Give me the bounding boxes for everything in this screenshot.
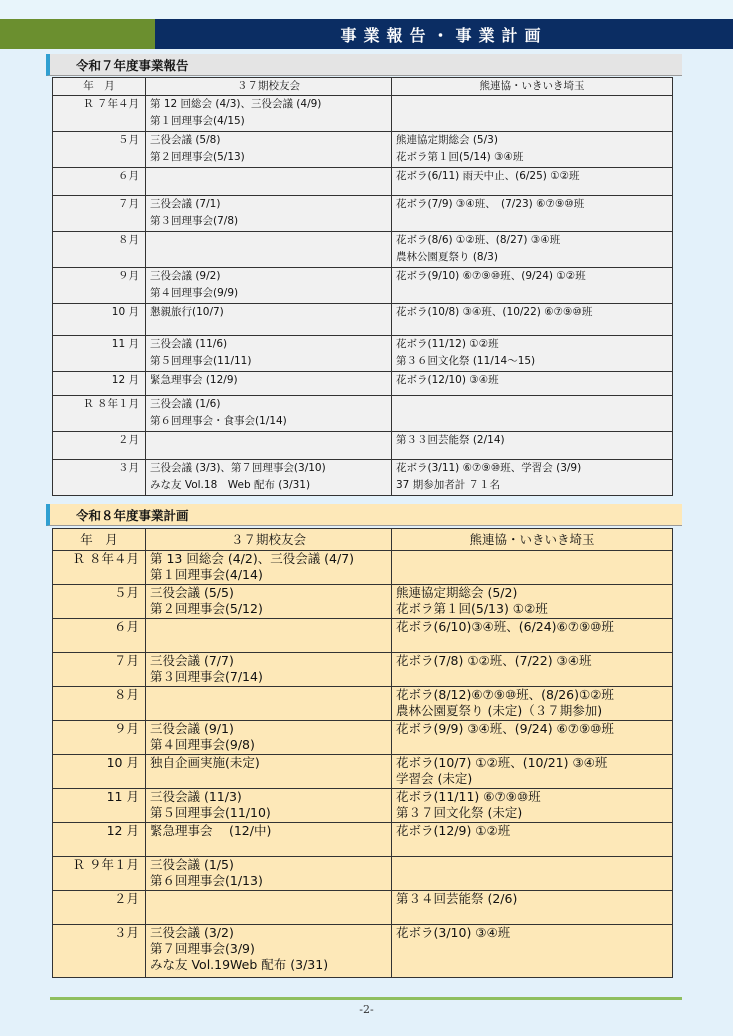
- plan-table: [52, 528, 673, 978]
- alumni-line: 第５回理事会(11/10): [150, 805, 271, 820]
- table-row: [53, 432, 673, 460]
- kumarenkyo-line: 花ボラ(7/8) ①②班、(7/22) ③④班: [396, 653, 592, 668]
- table-row: [53, 721, 673, 755]
- kumarenkyo-cell: [392, 755, 673, 789]
- kumarenkyo-line: 花ボラ(10/8) ③④班、(10/22) ⑥⑦⑨⑩班: [396, 306, 593, 318]
- kumarenkyo-cell: [392, 336, 673, 372]
- alumni-cell: [146, 336, 392, 372]
- alumni-line: 第７回理事会(3/9): [150, 941, 255, 956]
- alumni-line: 三役会議 (9/2): [150, 270, 221, 282]
- alumni-line: 第１回理事会(4/15): [150, 115, 245, 127]
- kumarenkyo-line: 花ボラ第１回(5/13) ①②班: [396, 601, 548, 616]
- col-header-kumarenkyo: 熊連協・いきいき埼玉: [392, 78, 673, 96]
- kumarenkyo-cell: [392, 687, 673, 721]
- kumarenkyo-cell: [392, 168, 673, 196]
- table-row: [53, 132, 673, 168]
- kumarenkyo-line: 花ボラ(6/10)③④班、(6/24)⑥⑦⑨⑩班: [396, 619, 614, 634]
- month-cell: Ｒ ７年４月: [53, 96, 146, 132]
- month-cell: 12 月: [53, 372, 146, 396]
- top-band: [0, 0, 733, 19]
- alumni-cell: [146, 789, 392, 823]
- table-row: [53, 823, 673, 857]
- alumni-cell: [146, 372, 392, 396]
- kumarenkyo-line: 花ボラ(7/9) ③④班、 (7/23) ⑥⑦⑨⑩班: [396, 198, 585, 210]
- kumarenkyo-line: 花ボラ(12/10) ③④班: [396, 374, 499, 386]
- table-row: [53, 304, 673, 336]
- kumarenkyo-cell: [392, 925, 673, 978]
- table-row: [53, 653, 673, 687]
- plan-table-header: [53, 529, 673, 551]
- kumarenkyo-cell: [392, 132, 673, 168]
- table-row: [53, 196, 673, 232]
- month-cell: ５月: [53, 585, 146, 619]
- kumarenkyo-line: 第３４回芸能祭 (2/6): [396, 891, 518, 906]
- kumarenkyo-line: 花ボラ(10/7) ①②班、(10/21) ③④班: [396, 755, 608, 770]
- kumarenkyo-line: 花ボラ(9/9) ③④班、(9/24) ⑥⑦⑨⑩班: [396, 721, 614, 736]
- alumni-line: 三役会議 (7/1): [150, 198, 221, 210]
- table-row: [53, 168, 673, 196]
- kumarenkyo-line: 花ボラ(6/11) 雨天中止、(6/25) ①②班: [396, 170, 580, 182]
- kumarenkyo-line: 花ボラ(9/10) ⑥⑦⑨⑩班、(9/24) ①②班: [396, 270, 586, 282]
- alumni-line: 三役会議 (1/6): [150, 398, 221, 410]
- report-table: [52, 77, 673, 496]
- month-cell: 10 月: [53, 755, 146, 789]
- month-cell: ９月: [53, 268, 146, 304]
- kumarenkyo-line: 熊連協定期総会 (5/3): [396, 134, 498, 146]
- kumarenkyo-cell: [392, 653, 673, 687]
- kumarenkyo-line: 学習会 (未定): [396, 771, 473, 786]
- alumni-cell: [146, 396, 392, 432]
- kumarenkyo-line: 花ボラ(3/10) ③④班: [396, 925, 511, 940]
- alumni-line: 第１回理事会(4/14): [150, 567, 263, 582]
- table-row: [53, 755, 673, 789]
- kumarenkyo-cell: [392, 619, 673, 653]
- kumarenkyo-cell: [392, 460, 673, 496]
- kumarenkyo-line: 花ボラ(8/12)⑥⑦⑨⑩班、(8/26)①②班: [396, 687, 614, 702]
- table-row: [53, 585, 673, 619]
- month-cell: ８月: [53, 232, 146, 268]
- month-cell: ５月: [53, 132, 146, 168]
- table-row: [53, 336, 673, 372]
- alumni-line: 三役会議 (3/2): [150, 925, 234, 940]
- alumni-line: 緊急理事会 (12/中): [150, 823, 272, 838]
- month-cell: ２月: [53, 891, 146, 925]
- kumarenkyo-cell: [392, 304, 673, 336]
- table-row: [53, 460, 673, 496]
- alumni-line: 第３回理事会(7/8): [150, 215, 239, 227]
- alumni-line: 三役会議 (11/6): [150, 338, 228, 350]
- kumarenkyo-line: 花ボラ(11/11) ⑥⑦⑨⑩班: [396, 789, 541, 804]
- kumarenkyo-cell: [392, 432, 673, 460]
- kumarenkyo-cell: [392, 232, 673, 268]
- alumni-cell: [146, 585, 392, 619]
- kumarenkyo-line: 花ボラ(3/11) ⑥⑦⑨⑩班、学習会 (3/9): [396, 462, 582, 474]
- report-section-title: 令和７年度事業報告: [46, 54, 682, 76]
- col-header-alumni: ３７期校友会: [146, 78, 392, 96]
- page-number: -2-: [359, 1003, 374, 1016]
- alumni-line: 三役会議 (9/1): [150, 721, 234, 736]
- alumni-cell: [146, 687, 392, 721]
- table-row: [53, 268, 673, 304]
- kumarenkyo-cell: [392, 96, 673, 132]
- title-accent-block: [0, 19, 155, 49]
- alumni-line: 第４回理事会(9/9): [150, 287, 239, 299]
- kumarenkyo-cell: [392, 268, 673, 304]
- kumarenkyo-cell: [392, 551, 673, 585]
- month-cell: 10 月: [53, 304, 146, 336]
- alumni-line: 緊急理事会 (12/9): [150, 374, 238, 386]
- alumni-line: 第６回理事会・食事会(1/14): [150, 415, 287, 427]
- kumarenkyo-line: 花ボラ(12/9) ①②班: [396, 823, 511, 838]
- month-cell: Ｒ ８年１月: [53, 396, 146, 432]
- kumarenkyo-cell: [392, 396, 673, 432]
- month-cell: Ｒ ８年４月: [53, 551, 146, 585]
- table-row: [53, 857, 673, 891]
- kumarenkyo-line: 農林公園夏祭り (8/3): [396, 251, 498, 263]
- month-cell: ３月: [53, 460, 146, 496]
- month-cell: 11 月: [53, 336, 146, 372]
- bottom-rule: [50, 997, 682, 1000]
- kumarenkyo-line: 熊連協定期総会 (5/2): [396, 585, 518, 600]
- alumni-cell: [146, 168, 392, 196]
- kumarenkyo-line: 第３３回芸能祭 (2/14): [396, 434, 505, 446]
- month-cell: ６月: [53, 168, 146, 196]
- alumni-cell: [146, 857, 392, 891]
- kumarenkyo-line: 花ボラ(8/6) ①②班、(8/27) ③④班: [396, 234, 561, 246]
- title-bar: [0, 19, 733, 49]
- table-row: [53, 925, 673, 978]
- alumni-line: 第４回理事会(9/8): [150, 737, 255, 752]
- table-row: [53, 372, 673, 396]
- alumni-cell: [146, 304, 392, 336]
- month-cell: ８月: [53, 687, 146, 721]
- alumni-line: 第５回理事会(11/11): [150, 355, 252, 367]
- alumni-cell: [146, 132, 392, 168]
- table-row: [53, 96, 673, 132]
- alumni-cell: [146, 96, 392, 132]
- alumni-line: 三役会議 (7/7): [150, 653, 234, 668]
- kumarenkyo-line: 農林公園夏祭り (未定)（３７期参加): [396, 703, 603, 718]
- kumarenkyo-cell: [392, 585, 673, 619]
- alumni-line: 独自企画実施(未定): [150, 755, 260, 770]
- col-header-alumni: ３７期校友会: [146, 529, 392, 551]
- alumni-cell: [146, 619, 392, 653]
- alumni-line: 第２回理事会(5/12): [150, 601, 263, 616]
- alumni-cell: [146, 721, 392, 755]
- alumni-line: 三役会議 (11/3): [150, 789, 242, 804]
- month-cell: 11 月: [53, 789, 146, 823]
- alumni-line: 第 12 回総会 (4/3)、三役会議 (4/9): [150, 98, 322, 110]
- alumni-line: 三役会議 (5/5): [150, 585, 234, 600]
- month-cell: 12 月: [53, 823, 146, 857]
- table-row: [53, 551, 673, 585]
- alumni-line: 第２回理事会(5/13): [150, 151, 245, 163]
- page-title: 事業報告・事業計画: [155, 19, 733, 49]
- alumni-cell: [146, 653, 392, 687]
- table-row: [53, 789, 673, 823]
- alumni-cell: [146, 891, 392, 925]
- month-cell: ７月: [53, 196, 146, 232]
- table-row: [53, 687, 673, 721]
- col-header-kumarenkyo: 熊連協・いきいき埼玉: [392, 529, 673, 551]
- kumarenkyo-line: 第３６回文化祭 (11/14～15): [396, 355, 536, 367]
- kumarenkyo-cell: [392, 857, 673, 891]
- kumarenkyo-cell: [392, 196, 673, 232]
- alumni-line: 第３回理事会(7/14): [150, 669, 263, 684]
- alumni-cell: [146, 823, 392, 857]
- alumni-cell: [146, 432, 392, 460]
- alumni-line: 三役会議 (5/8): [150, 134, 221, 146]
- alumni-line: 三役会議 (3/3)、第７回理事会(3/10): [150, 462, 326, 474]
- kumarenkyo-line: 花ボラ第１回(5/14) ③④班: [396, 151, 524, 163]
- month-cell: ７月: [53, 653, 146, 687]
- plan-section-title: 令和８年度事業計画: [46, 504, 682, 526]
- kumarenkyo-cell: [392, 372, 673, 396]
- kumarenkyo-cell: [392, 823, 673, 857]
- kumarenkyo-cell: [392, 891, 673, 925]
- month-cell: ９月: [53, 721, 146, 755]
- kumarenkyo-cell: [392, 789, 673, 823]
- alumni-cell: [146, 460, 392, 496]
- alumni-cell: [146, 925, 392, 978]
- alumni-cell: [146, 268, 392, 304]
- table-row: [53, 619, 673, 653]
- kumarenkyo-line: 第３７回文化祭 (未定): [396, 805, 523, 820]
- alumni-line: 第 13 回総会 (4/2)、三役会議 (4/7): [150, 551, 355, 566]
- alumni-line: みな友 Vol.19Web 配布 (3/31): [150, 957, 329, 972]
- kumarenkyo-cell: [392, 721, 673, 755]
- month-cell: ３月: [53, 925, 146, 978]
- alumni-line: 三役会議 (1/5): [150, 857, 234, 872]
- alumni-line: みな友 Vol.18 Web 配布 (3/31): [150, 479, 311, 491]
- month-cell: Ｒ ９年１月: [53, 857, 146, 891]
- col-header-month: 年 月: [53, 78, 146, 96]
- month-cell: ６月: [53, 619, 146, 653]
- kumarenkyo-line: 37 期参加者計 ７１名: [396, 479, 501, 491]
- table-row: [53, 396, 673, 432]
- alumni-cell: [146, 232, 392, 268]
- alumni-cell: [146, 196, 392, 232]
- report-table-header: [53, 78, 673, 96]
- month-cell: ２月: [53, 432, 146, 460]
- col-header-month: 年 月: [53, 529, 146, 551]
- table-row: [53, 891, 673, 925]
- alumni-cell: [146, 551, 392, 585]
- table-row: [53, 232, 673, 268]
- kumarenkyo-line: 花ボラ(11/12) ①②班: [396, 338, 499, 350]
- alumni-line: 第６回理事会(1/13): [150, 873, 263, 888]
- alumni-cell: [146, 755, 392, 789]
- alumni-line: 懇親旅行(10/7): [150, 306, 224, 318]
